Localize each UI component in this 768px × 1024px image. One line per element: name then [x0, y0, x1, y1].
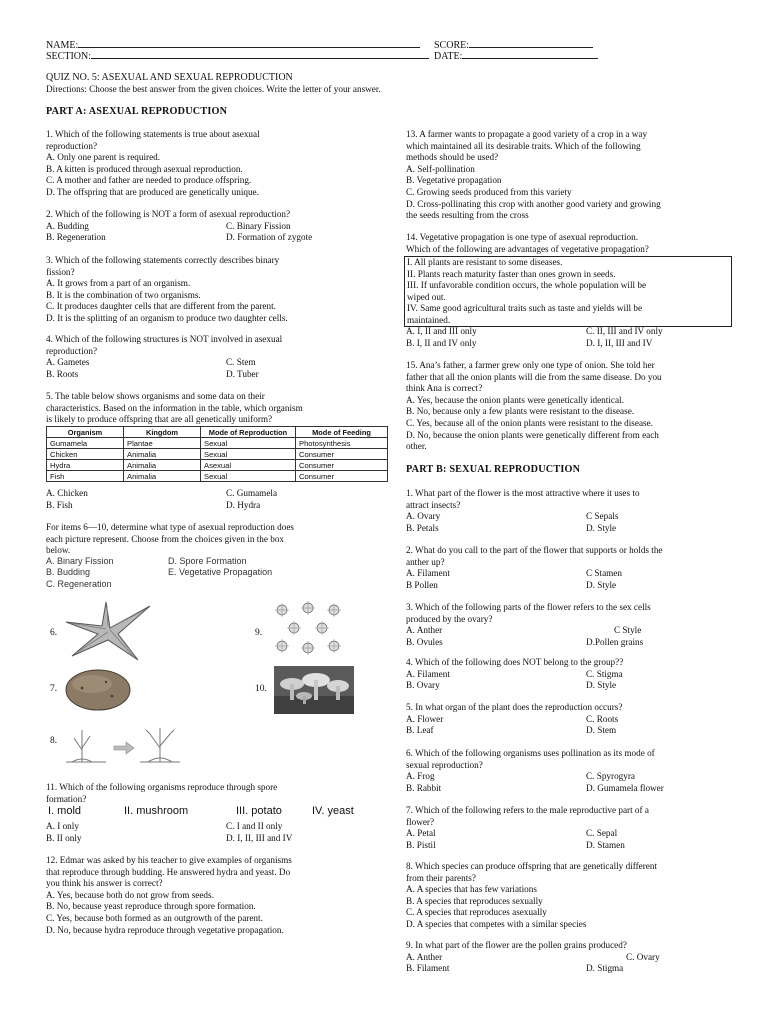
b5-choice-c: C. Roots: [586, 713, 619, 724]
question-11: [46, 782, 277, 805]
table-cell: Consumer: [296, 471, 388, 482]
q14-statement-iii-2: wiped out.: [407, 291, 446, 302]
q15-choice-c: C. Yes, because all of the onion plants were resistant to the disease.: [406, 417, 653, 428]
q12-choice-c: C. Yes, because both formed as an outgrowth of the parent.: [46, 912, 263, 923]
table-row: [47, 471, 388, 482]
q11-choices: [46, 821, 376, 844]
q15-stem-3: think Ana is correct?: [406, 383, 483, 394]
b7-choice-c: C. Sepal: [586, 828, 618, 839]
q14-statements-box: [404, 256, 732, 327]
table-cell: Gumamela: [47, 438, 124, 449]
table-cell: Sexual: [201, 449, 296, 460]
item-10-number: 10.: [255, 684, 267, 694]
section-label: SECTION:: [46, 51, 91, 62]
b1-choice-d: D. Style: [586, 522, 617, 533]
table-header: Organism: [47, 427, 124, 438]
q4-stem-1: 4. Which of the following structures is NOT involved in asexual: [46, 334, 283, 344]
q2-choice-a: A. Budding: [46, 220, 89, 231]
organism-table: [46, 426, 388, 482]
b9-choice-a: A. Anther: [406, 951, 443, 962]
q14-stem-2: Which of the following are advantages of vegetative propagation?: [406, 243, 649, 254]
q13-choice-d-2: the seeds resulting from the cross: [406, 210, 529, 221]
b7-choice-a: A. Petal: [406, 828, 436, 839]
table-row: [47, 460, 388, 471]
b8-choice-d: D. A species that competes with a similar species: [406, 918, 587, 929]
score-label: SCORE:: [434, 40, 470, 51]
section-line[interactable]: [46, 49, 429, 63]
b8-stem-2: from their parents?: [406, 872, 476, 883]
b5-choice-a: A. Flower: [406, 713, 444, 724]
q13-choice-c: C. Growing seeds produced from this variety: [406, 186, 572, 197]
date-line[interactable]: [434, 49, 598, 63]
part-b-question-4: [406, 657, 736, 692]
q14-statement-ii: II. Plants reach maturity faster than ones grown in seeds.: [407, 268, 616, 279]
q2-choice-c: C. Binary Fission: [226, 220, 291, 231]
table-cell: Sexual: [201, 471, 296, 482]
q11-choice-a: A. I only: [46, 821, 79, 831]
quiz-title: QUIZ NO. 5: ASEXUAL AND SEXUAL REPRODUCTION: [46, 72, 293, 83]
q5-choice-a: A. Chicken: [46, 488, 88, 498]
q15-stem-1: 15. Ana’s father, a farmer grew only one type of onion. She told her: [406, 360, 655, 370]
b6-stem-1: 6. Which of the following organisms uses pollination as its mode of: [406, 748, 655, 758]
q12-choice-b: B. No, because yeast reproduce through spore formation.: [46, 901, 256, 912]
starfish-image: [62, 600, 158, 662]
q2-stem: 2. Which of the following is NOT a form of asexual reproduction?: [46, 209, 291, 219]
q3-stem-1: 3. Which of the following statements correctly describes binary: [46, 255, 280, 265]
question-1: [46, 129, 260, 199]
b6-choice-c: C. Spyrogyra: [586, 771, 635, 782]
q5-stem-2: characteristics. Based on the information in the table, which organism: [46, 402, 303, 413]
b3-choice-b: B. Ovules: [406, 636, 443, 647]
question-5: [46, 391, 376, 426]
part-b-question-6: [406, 748, 736, 794]
b1-stem-1: 1. What part of the flower is the most attractive where it uses to: [406, 488, 640, 498]
items-instr-1: For items 6—10, determine what type of asexual reproduction does: [46, 522, 294, 532]
q11-item-iii: III. potato: [236, 805, 282, 817]
part-b-question-2: [406, 545, 736, 591]
q5-choices: [46, 488, 376, 511]
items-choice-b: B. Budding: [46, 567, 91, 578]
question-14: [406, 232, 649, 255]
q11-choice-b: B. II only: [46, 832, 82, 843]
q2-choice-d: D. Formation of zygote: [226, 232, 313, 243]
q14-choice-b: B. I, II and IV only: [406, 337, 477, 348]
b4-choice-a: A. Filament: [406, 668, 450, 679]
table-row: [47, 449, 388, 460]
item-8-number: 8.: [50, 736, 58, 746]
question-3: [46, 255, 288, 325]
b5-choice-b: B. Leaf: [406, 725, 434, 736]
b5-stem: 5. In what organ of the plant does the reproduction occurs?: [406, 702, 623, 712]
q13-choice-b: B. Vegetative propagation: [406, 175, 502, 186]
b7-stem-2: flower?: [406, 816, 435, 827]
q14-choice-c: C. II, III and IV only: [586, 326, 663, 336]
b8-choice-c: C. A species that reproduces asexually: [406, 907, 547, 918]
question-13: [406, 129, 661, 222]
items-choice-c: C. Regeneration: [46, 578, 112, 589]
table-cell: Fish: [47, 471, 124, 482]
part-b-heading: PART B: SEXUAL REPRODUCTION: [406, 464, 581, 475]
q15-stem-2: father that all the onion plants will die from the same disease. Do you: [406, 371, 662, 382]
items-choice-e: E. Vegetative Propagation: [168, 567, 273, 578]
q15-choice-d-1: D. No, because the onion plants were genetically different from each: [406, 429, 659, 440]
table-cell: Animalia: [124, 471, 201, 482]
q3-choice-b: B. It is the combination of two organisms.: [46, 289, 201, 300]
q3-choice-d: D. It is the splitting of an organism to produce two daughter cells.: [46, 312, 288, 323]
items-choices-box: [46, 556, 376, 590]
date-label: DATE:: [434, 51, 463, 62]
q3-stem-2: fission?: [46, 266, 75, 277]
table-cell: Animalia: [124, 449, 201, 460]
part-b-question-3: [406, 602, 736, 648]
q15-choice-b: B. No, because only a few plants were resistant to the disease.: [406, 406, 635, 417]
q5-choice-c: C. Gumamela: [226, 488, 278, 498]
q14-statement-iii-1: III. If unfavorable condition occurs, the whole population will be: [407, 280, 647, 291]
q14-stem-1: 14. Vegetative propagation is one type of asexual reproduction.: [406, 232, 639, 242]
b2-stem-2: anther up?: [406, 556, 445, 567]
q14-choice-a: A. I, II and III only: [406, 326, 477, 336]
q12-stem-3: you think his answer is correct?: [46, 878, 163, 889]
part-b-question-5: [406, 702, 736, 737]
question-15: [406, 360, 662, 453]
q14-statement-i: I. All plants are resistant to some diseases.: [407, 257, 563, 267]
b1-choice-a: A. Ovary: [406, 511, 441, 522]
q13-choice-a: A. Self-pollination: [406, 163, 475, 174]
items-instr-3: below.: [46, 545, 71, 556]
b4-stem: 4. Which of the following does NOT belong to the group??: [406, 657, 624, 667]
q13-stem-1: 13. A farmer wants to propagate a good variety of a crop in a way: [406, 129, 648, 139]
name-label: NAME:: [46, 40, 79, 51]
q11-stem-1: 11. Which of the following organisms reproduce through spore: [46, 782, 278, 792]
q15-choice-a: A. Yes, because the onion plants were genetically identical.: [406, 394, 624, 405]
q11-item-i: I. mold: [48, 805, 82, 817]
b1-stem-2: attract insects?: [406, 499, 461, 510]
q3-choice-c: C. It produces daughter cells that are different from the parent.: [46, 301, 276, 312]
q11-item-ii: II. mushroom: [124, 805, 189, 817]
q2-choice-b: B. Regeneration: [46, 232, 106, 243]
q4-choice-c: C. Stem: [226, 357, 256, 368]
b8-choice-a: A. A species that has few variations: [406, 884, 537, 895]
b9-stem: 9. In what part of the flower are the pollen grains produced?: [406, 940, 627, 950]
q12-stem-2: that reproduce through budding. He answered hydra and yeast. Do: [46, 866, 291, 877]
q3-choice-a: A. It grows from a part of an organism.: [46, 278, 191, 289]
q11-choice-c: C. I and II only: [226, 821, 283, 831]
items-instr-2: each picture represent. Choose from the choices given in the box: [46, 533, 285, 544]
question-12: [46, 855, 292, 936]
mushroom-image: [274, 666, 354, 714]
b4-choice-d: D. Style: [586, 680, 617, 691]
b3-choice-d: D.Pollen grains: [586, 636, 644, 647]
q1-stem-2: reproduction?: [46, 140, 98, 151]
q14-choices: [406, 326, 736, 349]
item-7-number: 7.: [50, 684, 58, 694]
table-row: [47, 438, 388, 449]
q14-choice-d: D. I, II, III and IV: [586, 337, 653, 348]
b3-choice-c: C Style: [614, 625, 642, 636]
b8-stem-1: 8. Which species can produce offspring that are genetically different: [406, 861, 658, 871]
b8-choice-b: B. A species that reproduces sexually: [406, 895, 543, 906]
table-cell: Chicken: [47, 449, 124, 460]
score-blank[interactable]: [469, 38, 593, 48]
q5-choice-d: D. Hydra: [226, 499, 261, 510]
table-cell: Asexual: [201, 460, 296, 471]
q4-choice-a: A. Gametes: [46, 357, 90, 368]
b1-choice-c: C Sepals: [586, 511, 619, 522]
q4-choice-d: D. Tuber: [226, 368, 259, 379]
table-header: Mode of Reproduction: [201, 427, 296, 438]
directions: Directions: Choose the best answer from the given choices. Write the letter of your answer.: [46, 84, 381, 94]
q13-stem-2: which maintained all its desirable traits. Which of the following: [406, 140, 641, 151]
b2-choice-c: C Stamen: [586, 568, 622, 579]
b1-choice-b: B. Petals: [406, 522, 439, 533]
part-b-question-1: [406, 488, 736, 534]
spores-image: [270, 600, 348, 658]
item-9-number: 9.: [255, 628, 263, 638]
q12-choice-d: D. No, because hydra reproduce through vegetative propagation.: [46, 924, 284, 935]
b3-choice-a: A. Anther: [406, 625, 443, 636]
date-blank[interactable]: [462, 49, 598, 59]
items-choice-a: A. Binary Fission: [46, 556, 114, 566]
b9-choice-c: C. Ovary: [626, 951, 660, 962]
b4-choice-c: C. Stigma: [586, 668, 623, 679]
b2-choice-b: B Pollen: [406, 579, 438, 590]
part-b-question-7: [406, 805, 736, 851]
table-cell: Photosynthesis: [296, 438, 388, 449]
question-2: [46, 209, 376, 244]
b4-choice-b: B. Ovary: [406, 680, 440, 691]
part-b-question-9: [406, 940, 736, 975]
q1-stem-1: 1. Which of the following statements is true about asexual: [46, 129, 260, 139]
b7-stem-1: 7. Which of the following refers to the male reproductive part of a: [406, 805, 649, 815]
table-cell: Hydra: [47, 460, 124, 471]
plant-propagation-image: [62, 722, 182, 766]
b3-stem-1: 3. Which of the following parts of the flower refers to the sex cells: [406, 602, 651, 612]
b6-choice-a: A. Frog: [406, 771, 435, 782]
b9-choice-d: D. Stigma: [586, 963, 624, 974]
part-a-heading: PART A: ASEXUAL REPRODUCTION: [46, 106, 228, 117]
b6-choice-d: D. Gumamela flower: [586, 782, 664, 793]
q11-item-iv: IV. yeast: [312, 805, 354, 817]
q4-choice-b: B. Roots: [46, 368, 79, 379]
b2-choice-d: D. Style: [586, 579, 617, 590]
section-blank[interactable]: [91, 49, 429, 59]
items-choice-d: D. Spore Formation: [168, 556, 247, 566]
b6-stem-2: sexual reproduction?: [406, 759, 483, 770]
q4-stem-2: reproduction?: [46, 345, 98, 356]
item-6-number: 6.: [50, 628, 58, 638]
q1-choice-b: B. A kitten is produced through asexual reproduction.: [46, 163, 243, 174]
name-blank[interactable]: [78, 38, 420, 48]
q1-choice-c: C. A mother and father are needed to produce offspring.: [46, 175, 252, 186]
table-cell: Consumer: [296, 449, 388, 460]
part-b-question-8: [406, 861, 657, 931]
b7-choice-d: D. Stamen: [586, 839, 625, 850]
b9-choice-b: B. Filament: [406, 963, 450, 974]
q12-choice-a: A. Yes, because both do not grow from seeds.: [46, 889, 214, 900]
b3-stem-2: produced by the ovary?: [406, 613, 493, 624]
q5-stem-3: is likely to produce offspring that are all genetically uniform?: [46, 414, 273, 425]
q15-choice-d-2: other.: [406, 441, 427, 452]
table-cell: Sexual: [201, 438, 296, 449]
q11-stem-2: formation?: [46, 793, 87, 804]
b6-choice-b: B. Rabbit: [406, 782, 442, 793]
question-4: [46, 334, 376, 380]
q1-choice-d: D. The offspring that are produced are genetically unique.: [46, 186, 259, 197]
q14-statement-iv-1: IV. Same good agricultural traits such as taste and yields will be: [407, 303, 643, 314]
table-header-row: [47, 427, 388, 438]
q13-stem-3: methods should be used?: [406, 152, 499, 163]
q14-statement-iv-2: maintained.: [407, 314, 451, 325]
items-6-10-instructions: [46, 522, 294, 557]
b7-choice-b: B. Pistil: [406, 839, 436, 850]
table-cell: Plantae: [124, 438, 201, 449]
table-header: Kingdom: [124, 427, 201, 438]
b5-choice-d: D. Stem: [586, 725, 617, 736]
table-cell: Animalia: [124, 460, 201, 471]
q12-stem-1: 12. Edmar was asked by his teacher to give examples of organisms: [46, 855, 292, 865]
table-header: Mode of Feeding: [296, 427, 388, 438]
table-cell: Consumer: [296, 460, 388, 471]
q13-choice-d-1: D. Cross-pollinating this crop with another good variety and growing: [406, 198, 661, 209]
potato-image: [62, 664, 134, 714]
b2-stem-1: 2. What do you call to the part of the flower that supports or holds the: [406, 545, 663, 555]
q5-choice-b: B. Fish: [46, 499, 73, 510]
q5-stem-1: 5. The table below shows organisms and some data on their: [46, 391, 265, 401]
q1-choice-a: A. Only one parent is required.: [46, 152, 161, 163]
q11-choice-d: D. I, II, III and IV: [226, 832, 293, 843]
b2-choice-a: A. Filament: [406, 568, 450, 579]
